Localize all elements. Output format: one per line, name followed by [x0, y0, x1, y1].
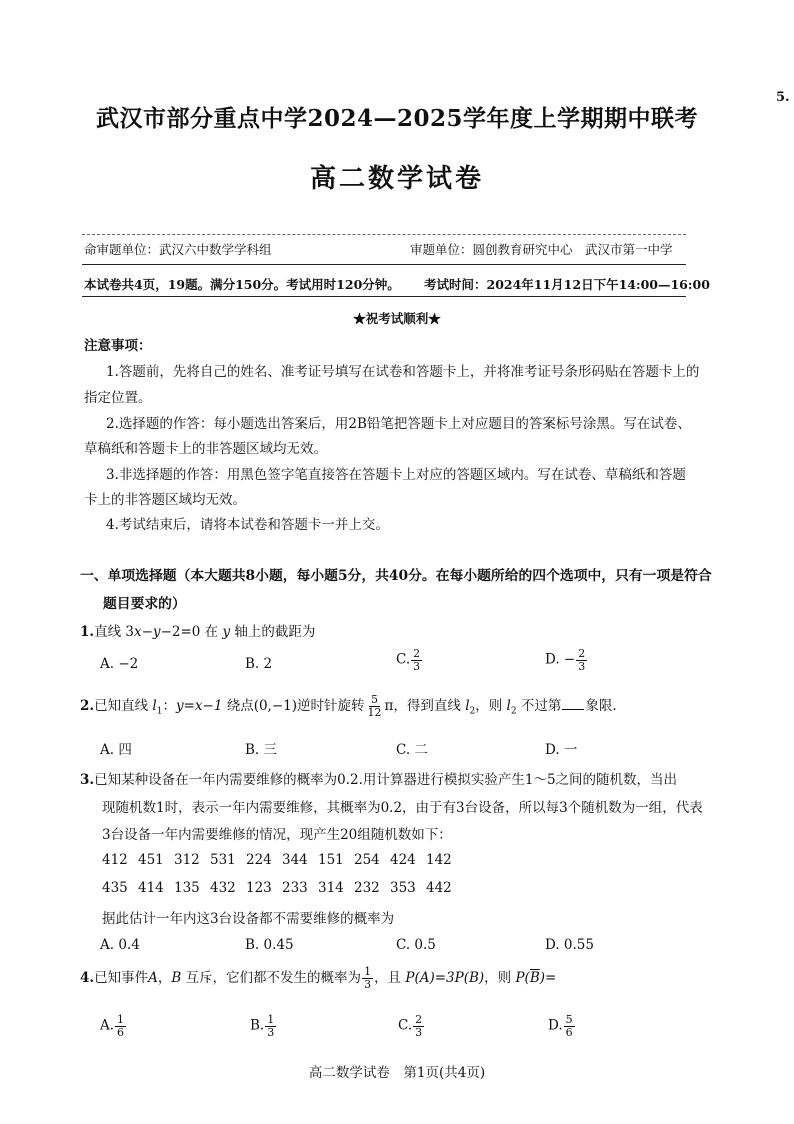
- question-number: 1.: [80, 624, 95, 640]
- question-4-stem: 4.已知事件A，B 互斥，它们都不发生的概率为 $\frac{1}{3}$ ，且 P(A)=3P(B)，则 $P(\overline{B})=$: [80, 965, 557, 991]
- note-line: 3.非选择题的作答：用黑色签字笔直接答在答题卡上对应的答题区域内。写在试卷、草稿纸和答题: [106, 467, 686, 483]
- note-line: 2.选择题的作答：每小题选出答案后，用2B铅笔把答题卡上对应题目的答案标号涂黑。写在试卷、: [106, 416, 691, 432]
- question-number: 4.: [80, 970, 95, 986]
- note-line: 卡上的非答题区域均无效。: [84, 492, 246, 508]
- exam-time: 考试时间：2024年11月12日下午14:00—16:00: [424, 277, 710, 292]
- q2-option-c: C. 二: [396, 742, 428, 758]
- question-3-line: 现随机数1时，表示一年内需要维修，其概率为0.2，由于有3台设备，所以每3个随机数为一组，代表: [102, 800, 703, 816]
- setter-unit: 命审题单位：武汉六中数学学科组: [84, 242, 272, 257]
- q2-option-a: A. 四: [100, 742, 132, 758]
- info-divider: [82, 296, 686, 297]
- note-line: 草稿纸和答题卡上的非答题区域均无效。: [84, 441, 327, 457]
- q1-option-c: C. $\frac{2}{3}$: [396, 647, 421, 673]
- question-1-stem: 1.直线 3x−y−2=0 在 y 轴上的截距为: [80, 624, 316, 640]
- q4-option-a: A. $\frac{1}{6}$: [100, 1013, 125, 1039]
- section-heading-cont: 题目要求的）: [103, 596, 186, 612]
- question-3-line: 据此估计一年内这3台设备都不需要维修的概率为: [102, 911, 395, 927]
- exam-info: 本试卷共4页，19题。满分150分。考试用时120分钟。: [84, 277, 400, 292]
- header-divider: [82, 264, 686, 265]
- notes-title: 注意事项：: [84, 338, 152, 354]
- question-2-stem: 2.已知直线 $l_1$：y=x−1 绕点(0,−1)逆时针旋转 $\frac{5}{12}$ π，得到直线 $l_2$，则 $l_2$ 不过第 象限.: [80, 693, 617, 719]
- random-number-row-1: 412 451 312 531 224 344 151 254 424 142: [102, 852, 452, 868]
- q4-option-d: D. $\frac{5}{6}$: [548, 1013, 573, 1039]
- top-divider: [82, 234, 686, 235]
- reviewer-unit: 审题单位：圆创教育研究中心 武汉市第一中学: [410, 242, 673, 257]
- section-heading: 一、单项选择题（本大题共8小题，每小题5分，共40分。在每小题所给的四个选项中，只有一项是符合: [80, 568, 712, 584]
- note-line: 1.答题前，先将自己的姓名、准考证号填写在试卷和答题卡上，并将准考证号条形码贴在答题卡上的: [106, 364, 700, 380]
- q4-option-c: C. $\frac{2}{3}$: [398, 1013, 423, 1039]
- corner-mark: 5.: [776, 90, 790, 105]
- paper-title: 高二数学试卷: [309, 164, 484, 194]
- q2-option-d: D. 一: [545, 742, 578, 758]
- question-number: 3.: [80, 772, 95, 788]
- q1-option-a: A. −2: [100, 656, 139, 672]
- exam-title: 武汉市部分重点中学2024—2025学年度上学期期中联考: [95, 105, 699, 132]
- question-3-stem: 3.已知某种设备在一年内需要维修的概率为0.2.用计算器进行模拟实验产生1～5之间的随机数，当出: [80, 772, 678, 788]
- blessing-text: ★祝考试顺利★: [353, 311, 441, 326]
- random-number-row-2: 435 414 135 432 123 233 314 232 353 442: [102, 880, 452, 896]
- q2-option-b: B. 三: [245, 742, 278, 758]
- note-line: 4.考试结束后，请将本试卷和答题卡一并上交。: [106, 517, 389, 533]
- q1-option-b: B. 2: [245, 656, 273, 672]
- q3-option-b: B. 0.45: [245, 937, 294, 953]
- q3-option-d: D. 0.55: [545, 937, 594, 953]
- q4-option-b: B. $\frac{1}{3}$: [250, 1013, 275, 1039]
- answer-blank: [562, 709, 584, 710]
- q3-option-c: C. 0.5: [396, 937, 436, 953]
- note-line: 指定位置。: [84, 390, 152, 406]
- q3-option-a: A. 0.4: [100, 937, 140, 953]
- question-3-line: 3台设备一年内需要维修的情况，现产生20组随机数如下：: [102, 827, 452, 843]
- page-footer: 高二数学试卷 第1页(共4页): [308, 1065, 486, 1081]
- question-number: 2.: [80, 698, 95, 714]
- q1-option-d: D. − $\frac{2}{3}$: [545, 647, 586, 673]
